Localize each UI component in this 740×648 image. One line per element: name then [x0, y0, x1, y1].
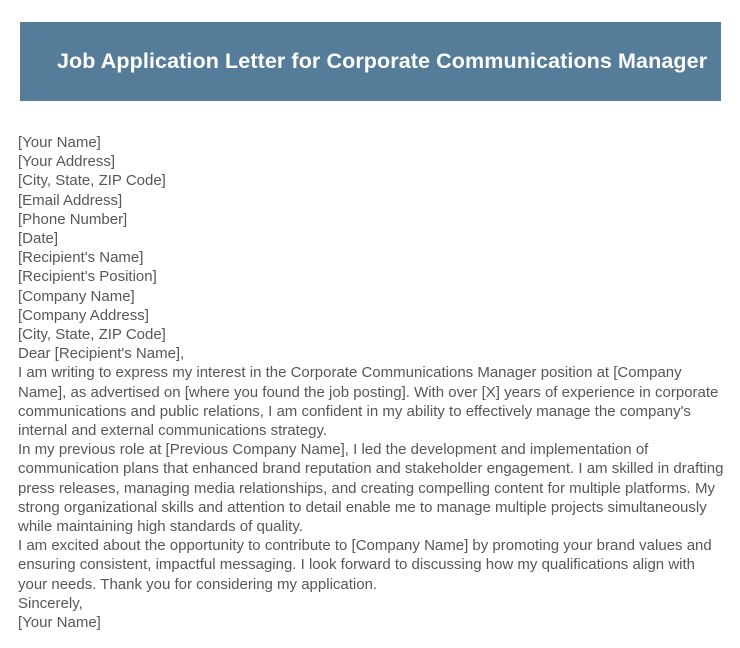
recipient-company-address-line: [Company Address]: [18, 306, 149, 324]
body-paragraph-3: I am excited about the opportunity to contribute to [Company Name] by promoting your brand values and ensuring consistent, impactful messaging. I look forward to discussing how my qualifications align with your needs. Thank you for considering my application.: [18, 537, 712, 593]
letter-body: [18, 133, 724, 632]
sender-email-line: [Email Address]: [18, 191, 123, 209]
recipient-city-state-zip-line: [City, State, ZIP Code]: [18, 326, 166, 344]
document-header-banner: [20, 22, 721, 101]
signature-line: [Your Name]: [18, 614, 101, 632]
body-paragraph-1: I am writing to express my interest in the Corporate Communications Manager position at [Company Name], as advertised on [where you found the job posting]. With over [X] years of experience in corporate communications and public relations, I am confident in my ability to effectively manage the company's internal and external communications strategy.: [18, 364, 719, 440]
date-line: [Date]: [18, 230, 59, 248]
recipient-company-name-line: [Company Name]: [18, 287, 135, 305]
recipient-position-line: [Recipient's Position]: [18, 268, 157, 286]
sender-city-state-zip-line: [City, State, ZIP Code]: [18, 172, 166, 190]
salutation-line: Dear [Recipient's Name],: [18, 345, 185, 363]
closing-line: Sincerely,: [18, 594, 83, 612]
recipient-name-line: [Recipient's Name]: [18, 249, 144, 267]
body-paragraph-2: In my previous role at [Previous Company Name], I led the development and implementation of communication plans that enhanced brand reputation and stakeholder engagement. I am skilled in drafting press releases, managing media relationships, and creating compelling content for multiple platforms. My strong organizational skills and attention to detail enable me to manage multiple projects simultaneously while maintaining high standards of quality.: [18, 441, 724, 536]
sender-name-line: [Your Name]: [18, 134, 101, 151]
page-title: Job Application Letter for Corporate Communications Manager: [57, 48, 708, 73]
sender-address-line: [Your Address]: [18, 153, 116, 171]
sender-phone-line: [Phone Number]: [18, 210, 128, 228]
